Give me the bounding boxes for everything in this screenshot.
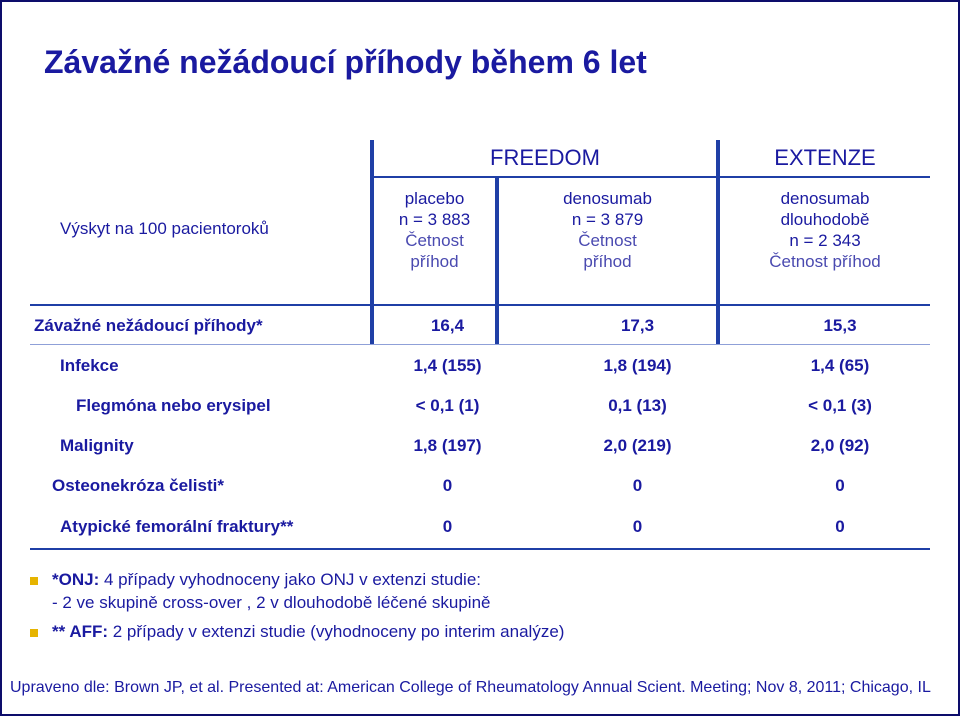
table-row <box>30 386 930 426</box>
row-label: Infekce <box>60 356 119 375</box>
column-placebo-n: n = 3 883 <box>398 210 471 229</box>
column-placebo <box>374 178 495 304</box>
column-denosumab-events: příhod <box>583 252 632 271</box>
grid-line <box>370 304 374 344</box>
row-value-placebo: < 0,1 (1) <box>415 396 480 415</box>
column-placebo-name: placebo <box>404 189 465 208</box>
column-placebo-events: příhod <box>410 252 459 271</box>
column-long-term <box>720 178 930 304</box>
row-value-placebo: 1,4 (155) <box>413 356 482 375</box>
row-value-placebo: 1,8 (197) <box>413 436 482 455</box>
row-value-denosumab: 0,1 (13) <box>608 396 667 415</box>
bullet-icon <box>30 577 38 585</box>
row-label: Atypické femorální fraktury** <box>60 517 294 536</box>
row-value-long-term: 0 <box>835 476 845 495</box>
grid-line <box>30 548 930 550</box>
row-label: Malignity <box>60 436 134 455</box>
row-value-long-term: < 0,1 (3) <box>808 396 872 415</box>
footnote-onj-detail: - 2 ve skupině cross-over , 2 v dlouhodobě léčené skupině <box>52 593 491 612</box>
row-value-long-term: 0 <box>835 517 845 536</box>
bullet-icon <box>30 629 38 637</box>
row-value-placebo: 16,4 <box>430 316 465 335</box>
group-freedom: FREEDOM <box>374 140 716 176</box>
column-denosumab-name: denosumab <box>563 189 652 208</box>
row-value-placebo: 0 <box>442 517 453 536</box>
footnote-aff: ** AFF: 2 případy v extenzi studie (vyhodnoceny po interim analýze) <box>30 620 564 643</box>
row-label: Flegmóna nebo erysipel <box>76 396 271 415</box>
row-value-denosumab: 0 <box>632 476 643 495</box>
footnotes <box>30 568 564 643</box>
table-row <box>30 426 930 466</box>
row-label-header: Výskyt na 100 pacientoroků <box>60 219 269 238</box>
group-extenze: EXTENZE <box>720 140 930 176</box>
grid-line <box>495 304 499 344</box>
column-denosumab <box>499 178 716 304</box>
row-value-long-term: 1,4 (65) <box>810 356 870 375</box>
row-value-denosumab: 0 <box>632 517 643 536</box>
row-label: Osteonekróza čelisti* <box>52 476 224 495</box>
footnote-onj: *ONJ: 4 případy vyhodnoceny jako ONJ v extenzi studie: <box>30 568 564 591</box>
row-value-denosumab: 17,3 <box>620 316 655 335</box>
row-value-long-term: 2,0 (92) <box>810 436 870 455</box>
column-long-term-duration: dlouhodobě <box>780 210 870 229</box>
grid-line <box>716 304 720 344</box>
slide-title: Závažné nežádoucí příhody během 6 let <box>44 44 647 80</box>
column-long-term-freq: Četnost příhod <box>769 252 881 271</box>
grid-line <box>30 344 930 345</box>
column-long-term-name: denosumab <box>780 189 870 208</box>
column-placebo-freq: Četnost <box>405 231 464 250</box>
table-row <box>30 346 930 386</box>
grid-line <box>30 304 930 306</box>
row-label: Závažné nežádoucí příhody* <box>34 316 263 335</box>
table-row <box>30 466 930 506</box>
column-long-term-n: n = 2 343 <box>789 231 861 250</box>
table-row <box>30 507 930 547</box>
source-citation: Upraveno dle: Brown JP, et al. Presented at: American College of Rheumatology Annual Scient. Meeting; Nov 8, 2011; Chicago, IL <box>10 679 931 696</box>
row-value-denosumab: 2,0 (219) <box>603 436 672 455</box>
column-denosumab-n: n = 3 879 <box>571 210 644 229</box>
row-value-placebo: 0 <box>442 476 453 495</box>
column-denosumab-freq: Četnost <box>578 231 637 250</box>
table-row <box>30 306 930 346</box>
row-value-long-term: 15,3 <box>823 316 857 335</box>
row-value-denosumab: 1,8 (194) <box>603 356 672 375</box>
